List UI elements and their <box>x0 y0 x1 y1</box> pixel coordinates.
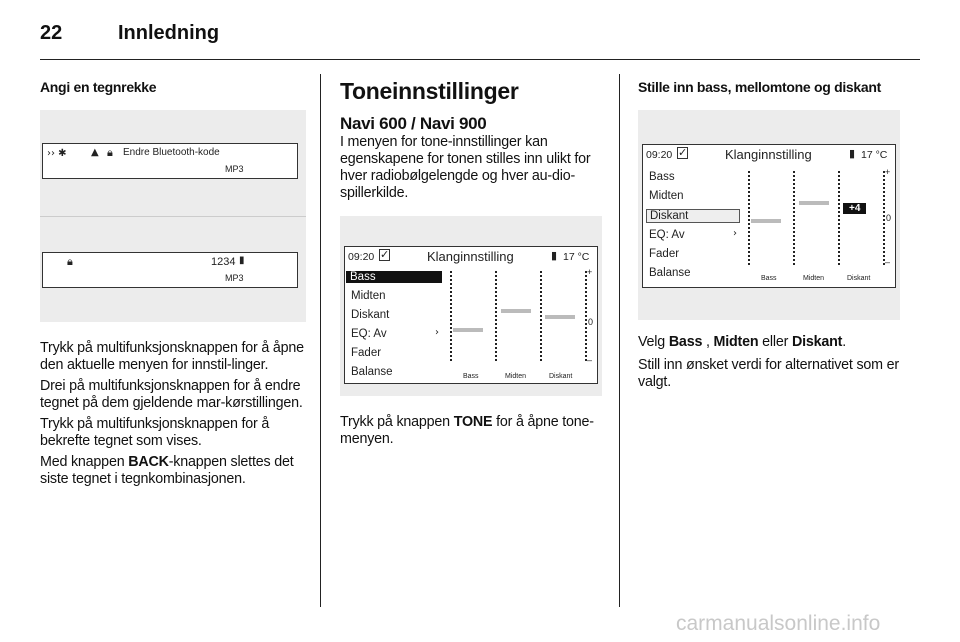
paragraph: Trykk på multifunksjonsknappen for å bekrefte tegnet som vises. <box>40 416 270 449</box>
key-name: TONE <box>453 414 493 430</box>
paragraph: I menyen for tone-innstillinger kan egenskapene for tonen stilles inn ulikt for hver radiobølgelengde og hver au-dio-spillerkilde. <box>340 134 591 201</box>
column-label-diskant: Diskant <box>549 373 573 380</box>
option-midten: Midten <box>713 334 759 350</box>
lock-icon: 🔒︎ <box>67 255 73 268</box>
midten-slider-track <box>495 271 497 361</box>
phone-icon: ▮ <box>849 147 856 160</box>
skip-icon: ›› ✱ <box>47 148 67 159</box>
menu-item-bass[interactable]: Bass <box>346 271 442 283</box>
temperature: 17 °C <box>563 251 590 263</box>
paragraph: Trykk på multifunksjonsknappen for å åpne den aktuelle menyen for innstil-linger. <box>40 340 304 373</box>
option-bass: Bass <box>668 334 703 350</box>
section-heading: Angi en tegnrekke <box>40 79 157 95</box>
scale-track <box>585 271 587 361</box>
page-header <box>40 18 920 60</box>
bass-level <box>453 328 483 332</box>
menu-item-balanse[interactable]: Balanse <box>351 366 393 378</box>
menu-item-eq[interactable]: EQ: Av <box>649 229 685 241</box>
page-number: 22 <box>40 22 63 44</box>
menu-item-midten[interactable]: Midten <box>649 190 684 202</box>
diskant-slider-track <box>838 171 840 265</box>
scale-plus: + <box>587 267 593 277</box>
menu-item-fader[interactable]: Fader <box>649 248 680 260</box>
up-arrow-icon: ▲ <box>91 147 99 158</box>
menu-item-eq[interactable]: EQ: Av <box>351 328 387 340</box>
midten-level <box>501 309 531 313</box>
chevron-right-icon: › <box>733 228 737 239</box>
midten-slider-track <box>793 171 795 265</box>
tone-screen <box>642 144 896 288</box>
column-label-midten: Midten <box>803 275 825 282</box>
scale-minus: – <box>885 257 891 267</box>
check-icon: ✓ <box>678 146 688 159</box>
entered-code: 1234 <box>211 256 236 268</box>
check-icon: ✓ <box>380 248 390 261</box>
diskant-level <box>545 315 575 319</box>
lock-icon: 🔒︎ <box>107 146 113 159</box>
menu-item-fader[interactable]: Fader <box>351 347 382 359</box>
scale-minus: – <box>587 355 593 365</box>
temperature: 17 °C <box>861 149 888 161</box>
diskant-value-badge: +4 <box>843 203 866 214</box>
divider <box>40 216 306 217</box>
screen-title: Klanginnstilling <box>427 249 514 264</box>
screen-title: Endre Bluetooth-kode <box>123 147 220 158</box>
option-diskant: Diskant <box>791 334 843 350</box>
watermark: carmanualsonline.info <box>676 612 881 635</box>
key-name: BACK <box>128 454 169 470</box>
paragraph: Velg Bass , Midten eller Diskant. <box>638 334 846 350</box>
menu-item-diskant[interactable]: Diskant <box>351 309 390 321</box>
paragraph: Still inn ønsket verdi for alternativet som er valgt. <box>638 357 899 390</box>
scale-zero: 0 <box>886 213 892 223</box>
tone-settings-figure <box>340 216 602 396</box>
bluetooth-code-figure <box>40 110 306 322</box>
scale-zero: 0 <box>588 317 594 327</box>
column-label-diskant: Diskant <box>847 275 871 282</box>
chevron-right-icon: › <box>435 327 439 338</box>
column-left <box>40 78 306 488</box>
paragraph: Med knappen BACK-knappen slettes det siste tegnet i tegnkombinasjonen. <box>40 454 294 487</box>
bass-slider-track <box>748 171 750 265</box>
bass-slider-track <box>450 271 452 361</box>
source-tag: MP3 <box>225 164 244 174</box>
clock: 09:20 <box>646 149 673 161</box>
column-divider <box>619 74 620 607</box>
menu-item-midten[interactable]: Midten <box>351 290 386 302</box>
diskant-slider-track <box>540 271 542 361</box>
section-title: Toneinnstillinger <box>340 78 519 104</box>
column-label-midten: Midten <box>505 373 527 380</box>
code-screen-top <box>42 143 298 179</box>
source-tag: MP3 <box>225 273 244 283</box>
menu-item-diskant[interactable]: Diskant <box>646 209 740 223</box>
column-middle <box>340 78 608 448</box>
paragraph: Drei på multifunksjonsknappen for å endre tegnet på dem gjeldende mar-kørstillingen. <box>40 378 303 411</box>
column-label-bass: Bass <box>761 275 777 282</box>
model-heading: Navi 600 / Navi 900 <box>340 114 487 133</box>
paragraph: Trykk på knappen TONE for å åpne tone-menyen. <box>340 414 594 447</box>
cursor-icon: ▮ <box>239 255 245 266</box>
scale-track <box>883 171 885 265</box>
column-right <box>638 78 908 391</box>
menu-item-balanse[interactable]: Balanse <box>649 267 691 279</box>
column-label-bass: Bass <box>463 373 479 380</box>
screen-title: Klanginnstilling <box>725 147 812 162</box>
scale-plus: + <box>885 167 891 177</box>
clock: 09:20 <box>348 251 375 263</box>
column-divider <box>320 74 321 607</box>
tone-screen <box>344 246 598 384</box>
chapter-title: Innledning <box>118 22 220 44</box>
bass-level <box>751 219 781 223</box>
code-screen-bottom <box>42 252 298 288</box>
section-heading: Stille inn bass, mellomtone og diskant <box>638 79 881 95</box>
menu-item-bass[interactable]: Bass <box>649 171 675 183</box>
midten-level <box>799 201 829 205</box>
tone-adjust-figure <box>638 110 900 320</box>
phone-icon: ▮ <box>551 249 558 262</box>
